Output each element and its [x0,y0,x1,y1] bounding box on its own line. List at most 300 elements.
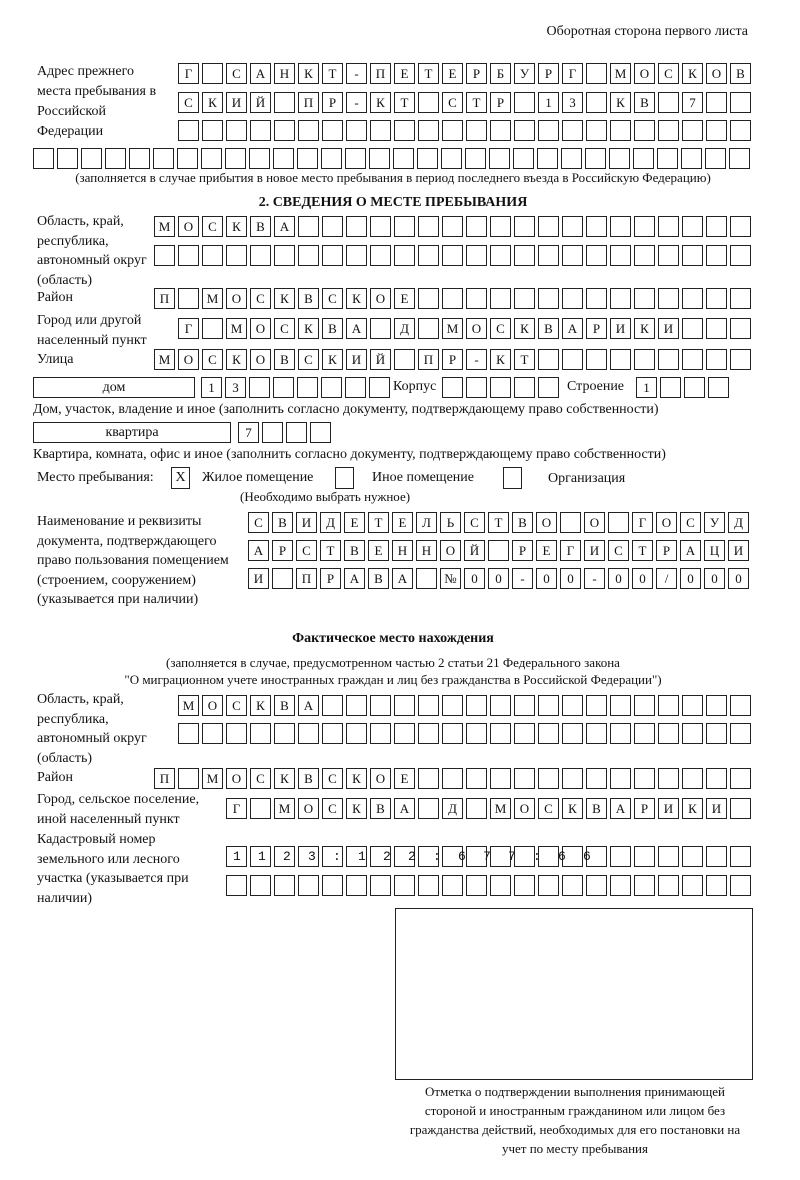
char-box[interactable]: И [584,540,605,561]
char-box[interactable] [321,377,342,398]
char-box[interactable] [538,245,559,266]
char-box[interactable] [490,875,511,896]
char-box[interactable] [416,568,437,589]
char-box[interactable]: И [248,568,269,589]
char-box[interactable] [586,349,607,370]
char-box[interactable] [202,63,223,84]
char-box[interactable]: А [394,798,415,819]
char-box[interactable] [394,245,415,266]
char-box[interactable] [730,288,751,309]
char-box[interactable] [682,318,703,339]
char-box[interactable] [538,120,559,141]
char-box[interactable]: Г [632,512,653,533]
char-box[interactable]: М [154,349,175,370]
char-box[interactable] [321,148,342,169]
char-box[interactable]: К [634,318,655,339]
char-box[interactable] [609,148,630,169]
char-box[interactable] [586,695,607,716]
char-box[interactable] [418,120,439,141]
char-box[interactable] [585,148,606,169]
char-box[interactable] [658,216,679,237]
char-box[interactable] [682,723,703,744]
char-box[interactable]: С [322,768,343,789]
char-box[interactable] [608,512,629,533]
char-box[interactable]: О [706,63,727,84]
char-box[interactable]: - [512,568,533,589]
char-box[interactable]: С [298,349,319,370]
char-box[interactable] [286,422,307,443]
char-box[interactable]: М [490,798,511,819]
char-box[interactable] [262,422,283,443]
char-box[interactable] [562,695,583,716]
char-box[interactable] [634,768,655,789]
prev-address-row-4[interactable] [33,148,753,169]
char-box[interactable] [322,723,343,744]
char-box[interactable] [610,216,631,237]
char-box[interactable] [586,92,607,113]
city-row[interactable] [178,318,754,339]
char-box[interactable]: О [440,540,461,561]
char-box[interactable]: Е [394,768,415,789]
char-box[interactable] [272,568,293,589]
char-box[interactable] [346,120,367,141]
char-box[interactable] [562,120,583,141]
char-box[interactable]: Р [656,540,677,561]
char-box[interactable] [610,768,631,789]
char-box[interactable] [441,148,462,169]
char-box[interactable] [322,245,343,266]
char-box[interactable] [346,245,367,266]
char-box[interactable] [682,846,703,867]
char-box[interactable]: Б [490,63,511,84]
char-box[interactable] [322,875,343,896]
char-box[interactable] [490,768,511,789]
char-box[interactable] [274,245,295,266]
char-box[interactable]: И [728,540,749,561]
actual-region-row-2[interactable] [178,723,754,744]
char-box[interactable] [178,768,199,789]
char-box[interactable]: К [250,695,271,716]
char-box[interactable]: В [512,512,533,533]
char-box[interactable] [202,318,223,339]
char-box[interactable] [682,120,703,141]
char-box[interactable] [346,723,367,744]
char-box[interactable]: К [298,63,319,84]
char-box[interactable]: Р [512,540,533,561]
char-box[interactable]: Е [368,540,389,561]
char-box[interactable] [249,377,270,398]
char-box[interactable]: О [536,512,557,533]
char-box[interactable] [226,245,247,266]
char-box[interactable]: К [346,768,367,789]
char-box[interactable]: 0 [536,568,557,589]
char-box[interactable] [466,798,487,819]
char-box[interactable] [705,148,726,169]
char-box[interactable] [418,768,439,789]
char-box[interactable] [442,695,463,716]
char-box[interactable]: Т [394,92,415,113]
actual-city-row[interactable] [226,798,754,819]
char-box[interactable]: М [442,318,463,339]
char-box[interactable] [657,148,678,169]
char-box[interactable] [658,875,679,896]
char-box[interactable]: С [274,318,295,339]
char-box[interactable]: К [322,349,343,370]
char-box[interactable] [514,245,535,266]
char-box[interactable] [729,148,750,169]
char-box[interactable]: К [682,798,703,819]
char-box[interactable] [370,723,391,744]
district-row[interactable] [154,288,754,309]
char-box[interactable] [370,318,391,339]
char-box[interactable] [706,875,727,896]
char-box[interactable]: Е [394,288,415,309]
char-box[interactable] [706,216,727,237]
char-box[interactable]: К [202,92,223,113]
char-box[interactable] [226,875,247,896]
char-box[interactable] [538,723,559,744]
char-box[interactable]: С [178,92,199,113]
char-box[interactable] [610,723,631,744]
char-box[interactable]: Т [368,512,389,533]
char-box[interactable]: Д [320,512,341,533]
char-box[interactable] [514,875,535,896]
char-box[interactable] [538,768,559,789]
char-box[interactable]: М [226,318,247,339]
house-number-row[interactable] [201,377,393,398]
char-box[interactable] [514,723,535,744]
char-box[interactable] [177,148,198,169]
char-box[interactable]: В [634,92,655,113]
char-box[interactable]: Д [394,318,415,339]
char-box[interactable] [153,148,174,169]
char-box[interactable] [442,768,463,789]
char-box[interactable] [297,148,318,169]
char-box[interactable]: Т [466,92,487,113]
char-box[interactable]: В [250,216,271,237]
char-box[interactable] [226,723,247,744]
char-box[interactable] [466,875,487,896]
char-box[interactable]: А [248,540,269,561]
prev-address-row-2[interactable] [178,92,754,113]
char-box[interactable]: П [298,92,319,113]
char-box[interactable] [418,216,439,237]
char-box[interactable] [394,120,415,141]
char-box[interactable] [610,875,631,896]
char-box[interactable] [274,92,295,113]
char-box[interactable] [658,92,679,113]
char-box[interactable]: Г [178,63,199,84]
char-box[interactable] [634,216,655,237]
char-box[interactable] [322,695,343,716]
char-box[interactable]: И [610,318,631,339]
char-box[interactable]: И [296,512,317,533]
char-box[interactable]: С [322,798,343,819]
char-box[interactable] [658,288,679,309]
char-box[interactable] [346,216,367,237]
char-box[interactable]: О [514,798,535,819]
char-box[interactable] [682,245,703,266]
char-box[interactable]: С [322,288,343,309]
char-box[interactable] [490,245,511,266]
char-box[interactable] [442,288,463,309]
char-box[interactable]: Р [538,63,559,84]
char-box[interactable]: С [250,768,271,789]
char-box[interactable]: Д [728,512,749,533]
char-box[interactable] [514,768,535,789]
char-box[interactable]: П [370,63,391,84]
char-box[interactable]: А [274,216,295,237]
char-box[interactable]: 0 [608,568,629,589]
char-box[interactable]: Т [514,349,535,370]
char-box[interactable] [418,798,439,819]
char-box[interactable]: О [584,512,605,533]
prev-address-row-1[interactable] [178,63,754,84]
char-box[interactable]: О [466,318,487,339]
char-box[interactable] [418,92,439,113]
char-box[interactable] [538,377,559,398]
char-box[interactable] [562,349,583,370]
char-box[interactable] [465,148,486,169]
char-box[interactable]: Й [250,92,271,113]
char-box[interactable] [202,723,223,744]
char-box[interactable] [310,422,331,443]
char-box[interactable] [682,349,703,370]
char-box[interactable] [322,120,343,141]
char-box[interactable] [274,875,295,896]
char-box[interactable] [442,245,463,266]
char-box[interactable] [345,377,366,398]
char-box[interactable] [418,318,439,339]
char-box[interactable]: С [202,216,223,237]
char-box[interactable] [610,120,631,141]
char-box[interactable]: С [680,512,701,533]
char-box[interactable] [369,148,390,169]
char-box[interactable]: П [418,349,439,370]
char-box[interactable] [610,245,631,266]
char-box[interactable]: С [248,512,269,533]
char-box[interactable] [706,318,727,339]
char-box[interactable] [442,723,463,744]
char-box[interactable]: - [466,349,487,370]
char-box[interactable] [610,349,631,370]
char-box[interactable]: П [154,288,175,309]
char-box[interactable]: 0 [488,568,509,589]
char-box[interactable]: И [658,798,679,819]
stay-checkbox-other[interactable] [335,467,354,489]
char-box[interactable] [178,288,199,309]
char-box[interactable]: Г [226,798,247,819]
char-box[interactable]: О [634,63,655,84]
char-box[interactable]: Т [632,540,653,561]
char-box[interactable]: А [680,540,701,561]
char-box[interactable]: В [274,695,295,716]
char-box[interactable]: Т [418,63,439,84]
char-box[interactable] [370,695,391,716]
char-box[interactable] [297,377,318,398]
char-box[interactable] [490,723,511,744]
char-box[interactable]: С [608,540,629,561]
char-box[interactable]: А [250,63,271,84]
char-box[interactable] [634,723,655,744]
char-box[interactable]: К [682,63,703,84]
char-box[interactable] [562,875,583,896]
char-box[interactable]: Й [370,349,391,370]
char-box[interactable] [730,349,751,370]
char-box[interactable] [561,148,582,169]
char-box[interactable] [706,92,727,113]
char-box[interactable]: И [706,798,727,819]
document-row-2[interactable] [248,540,752,561]
char-box[interactable] [538,349,559,370]
char-box[interactable] [226,120,247,141]
char-box[interactable] [322,216,343,237]
prev-address-row-3[interactable] [178,120,754,141]
char-box[interactable] [634,349,655,370]
char-box[interactable]: С [226,695,247,716]
char-box[interactable] [562,288,583,309]
char-box[interactable] [225,148,246,169]
char-box[interactable]: П [296,568,317,589]
char-box[interactable]: 3 [562,92,583,113]
char-box[interactable]: О [298,798,319,819]
char-box[interactable]: С [226,63,247,84]
char-box[interactable] [610,846,631,867]
char-box[interactable] [417,148,438,169]
char-box[interactable] [489,148,510,169]
char-box[interactable]: С [250,288,271,309]
char-box[interactable] [634,846,655,867]
actual-region-row-1[interactable] [178,695,754,716]
char-box[interactable]: В [586,798,607,819]
char-box[interactable] [250,723,271,744]
char-box[interactable]: / [656,568,677,589]
char-box[interactable] [201,148,222,169]
char-box[interactable] [442,875,463,896]
char-box[interactable] [658,846,679,867]
char-box[interactable] [418,288,439,309]
char-box[interactable] [634,245,655,266]
char-box[interactable] [633,148,654,169]
char-box[interactable]: Н [274,63,295,84]
char-box[interactable]: Й [464,540,485,561]
char-box[interactable]: - [346,92,367,113]
char-box[interactable]: Р [442,349,463,370]
char-box[interactable]: В [298,288,319,309]
char-box[interactable]: В [730,63,751,84]
char-box[interactable]: Л [416,512,437,533]
char-box[interactable]: О [370,768,391,789]
char-box[interactable] [658,723,679,744]
char-box[interactable]: 0 [464,568,485,589]
char-box[interactable] [730,216,751,237]
char-box[interactable] [730,846,751,867]
char-box[interactable]: Г [562,63,583,84]
char-box[interactable] [418,723,439,744]
char-box[interactable]: К [226,216,247,237]
char-box[interactable]: О [178,216,199,237]
char-box[interactable]: С [490,318,511,339]
char-box[interactable] [490,377,511,398]
char-box[interactable] [706,120,727,141]
char-box[interactable] [345,148,366,169]
char-box[interactable] [178,723,199,744]
char-box[interactable]: В [274,349,295,370]
char-box[interactable]: П [154,768,175,789]
char-box[interactable] [466,120,487,141]
char-box[interactable] [730,768,751,789]
char-box[interactable]: О [656,512,677,533]
street-row[interactable] [154,349,754,370]
char-box[interactable]: И [226,92,247,113]
building-row[interactable] [636,377,732,398]
char-box[interactable] [370,245,391,266]
char-box[interactable] [586,63,607,84]
char-box[interactable] [562,723,583,744]
char-box[interactable] [466,723,487,744]
char-box[interactable]: В [368,568,389,589]
char-box[interactable] [394,875,415,896]
char-box[interactable] [298,120,319,141]
char-box[interactable]: О [250,318,271,339]
char-box[interactable]: Е [442,63,463,84]
char-box[interactable]: Д [442,798,463,819]
char-box[interactable]: А [610,798,631,819]
char-box[interactable] [658,349,679,370]
char-box[interactable]: И [346,349,367,370]
char-box[interactable]: К [226,349,247,370]
char-box[interactable] [514,377,535,398]
char-box[interactable] [634,288,655,309]
char-box[interactable] [706,768,727,789]
char-box[interactable]: Р [490,92,511,113]
char-box[interactable]: С [464,512,485,533]
char-box[interactable] [442,377,463,398]
char-box[interactable]: У [704,512,725,533]
char-box[interactable]: А [562,318,583,339]
char-box[interactable] [658,120,679,141]
char-box[interactable] [586,723,607,744]
char-box[interactable] [490,288,511,309]
char-box[interactable] [466,695,487,716]
char-box[interactable]: Р [586,318,607,339]
char-box[interactable]: О [178,349,199,370]
char-box[interactable]: Т [488,512,509,533]
char-box[interactable]: К [514,318,535,339]
char-box[interactable] [298,245,319,266]
char-box[interactable]: 0 [728,568,749,589]
char-box[interactable] [178,245,199,266]
region-row-1[interactable] [154,216,754,237]
char-box[interactable]: К [274,288,295,309]
char-box[interactable] [418,245,439,266]
char-box[interactable]: 1 [636,377,657,398]
char-box[interactable] [634,875,655,896]
char-box[interactable] [634,695,655,716]
char-box[interactable]: Г [178,318,199,339]
char-box[interactable] [514,92,535,113]
char-box[interactable] [586,768,607,789]
char-box[interactable] [706,695,727,716]
char-box[interactable] [730,92,751,113]
char-box[interactable] [418,875,439,896]
char-box[interactable]: М [274,798,295,819]
char-box[interactable] [249,148,270,169]
char-box[interactable]: В [344,540,365,561]
char-box[interactable] [538,875,559,896]
char-box[interactable]: Р [320,568,341,589]
char-box[interactable] [706,288,727,309]
